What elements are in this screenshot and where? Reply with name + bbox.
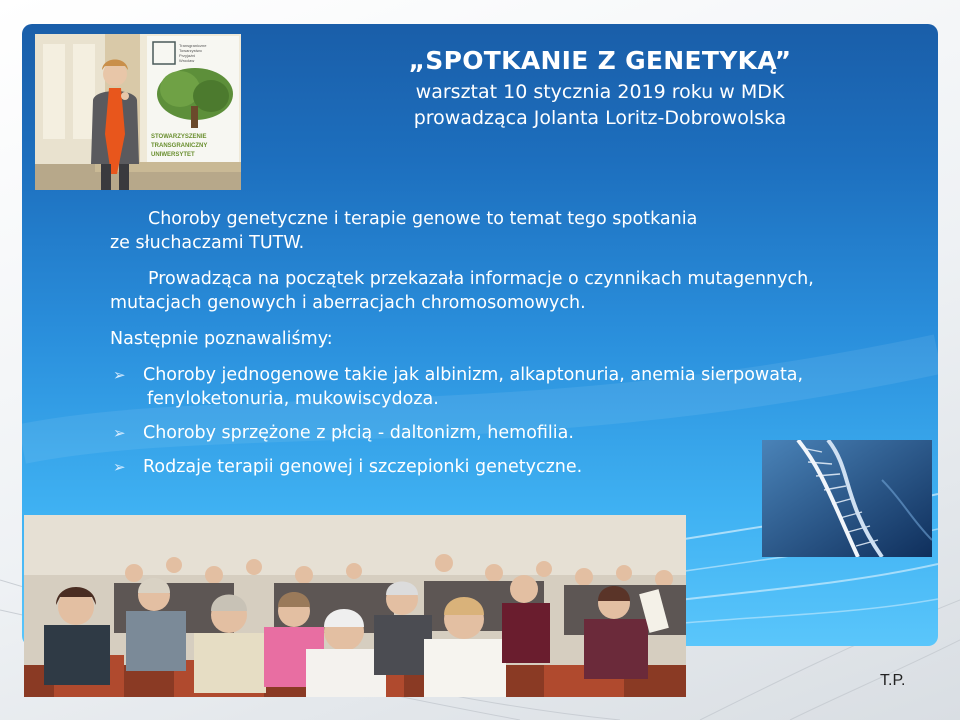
- arrow-bullet-icon: ➢: [113, 458, 126, 476]
- banner-text-2: Towarzystwo: [179, 48, 202, 53]
- banner-text-3: Przyjaźni: [179, 53, 196, 58]
- arrow-bullet-icon: ➢: [113, 366, 126, 384]
- slide-title: „SPOTKANIE Z GENETYKĄ”: [408, 46, 792, 75]
- banner-text-6: TRANSGRANICZNY: [151, 143, 208, 149]
- speaker-photo: [35, 34, 241, 190]
- topic-text: Choroby sprzężone z płcią - daltonizm, hemofilia.: [143, 423, 574, 443]
- paragraph-presenter: [110, 267, 930, 315]
- topic-text: Rodzaje terapii genowej i szczepionki genetyczne.: [143, 457, 583, 477]
- banner-text-1: Transgraniczne: [179, 43, 207, 48]
- topic-text-continued: fenyloketonuria, mukowiscydoza.: [147, 389, 439, 409]
- author-initials: T.P.: [880, 672, 906, 689]
- topic-text: Choroby jednogenowe takie jak albinizm, alkaptonuria, anemia sierpowata,: [143, 365, 804, 385]
- paragraph-intro-line1: Choroby genetyczne i terapie genowe to temat tego spotkania: [148, 209, 698, 229]
- topics-intro: Następnie poznawaliśmy:: [110, 329, 333, 349]
- banner-text-5: STOWARZYSZENIE: [151, 134, 207, 140]
- list-item: [110, 363, 930, 411]
- paragraph-intro-line2: ze słuchaczami TUTW.: [110, 233, 305, 253]
- slide-subtitle-presenter: prowadząca Jolanta Loritz-Dobrowolska: [413, 107, 787, 129]
- dna-helix-image: [762, 440, 932, 557]
- banner-text-7: UNIWERSYTET: [151, 152, 195, 158]
- arrow-bullet-icon: ➢: [113, 424, 126, 442]
- slide-subtitle-date: warsztat 10 stycznia 2019 roku w MDK: [415, 81, 785, 103]
- banner-text-4: Wrocław: [179, 58, 195, 63]
- audience-photo: [24, 515, 686, 697]
- paragraph-intro: [110, 207, 930, 255]
- title-block: [300, 46, 900, 131]
- paragraph-presenter-line1: Prowadząca na początek przekazała informacje o czynnikach mutagennych,: [148, 269, 814, 289]
- paragraph-presenter-line2: mutacjach genowych i aberracjach chromosomowych.: [110, 293, 586, 313]
